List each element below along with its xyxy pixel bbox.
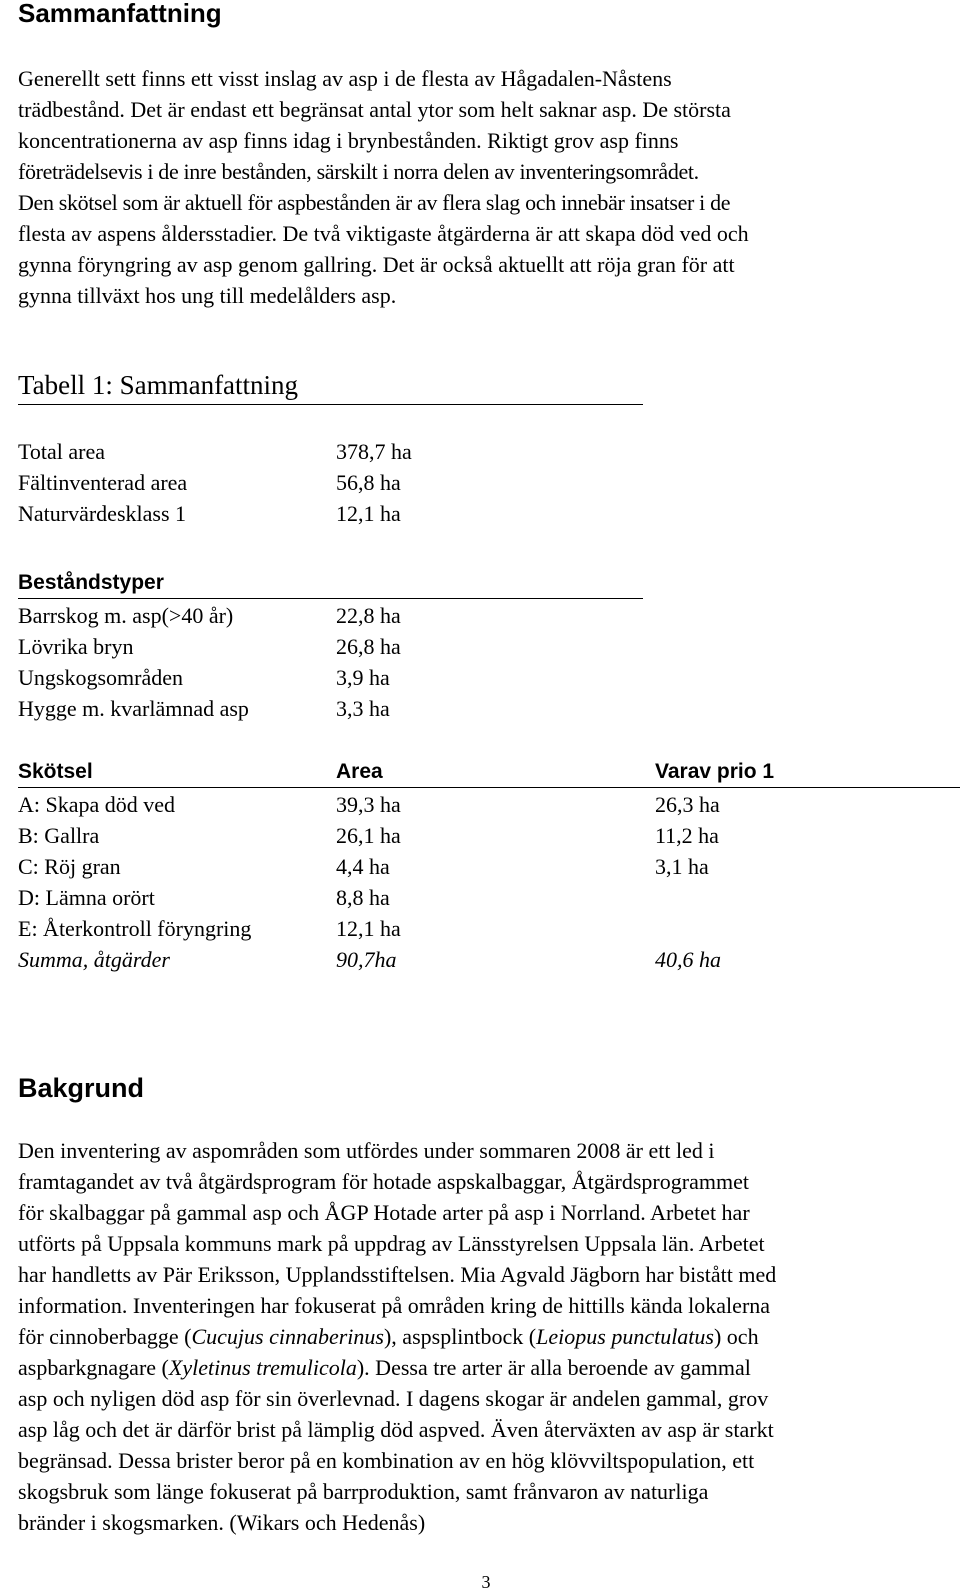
text-run: ), aspsplintbock (	[383, 1324, 537, 1349]
summary-line: gynna föryngring av asp genom gallring. Det är också aktuellt att röja gran för att	[18, 252, 735, 277]
page-number: 3	[481, 1572, 491, 1592]
management-area: 8,8 ha	[336, 885, 390, 910]
section-heading-summary: Sammanfattning	[18, 0, 222, 28]
management-area: 12,1 ha	[336, 916, 401, 941]
total-label: Summa, åtgärder	[18, 947, 170, 972]
overview-value: 12,1 ha	[336, 501, 401, 526]
overview-label: Fältinventerad area	[18, 470, 188, 495]
section-heading-background: Bakgrund	[18, 1073, 145, 1103]
management-header-area: Area	[336, 760, 383, 783]
summary-line: Generellt sett finns ett visst inslag av asp i de flesta av Hågadalen-Nåstens	[18, 66, 672, 91]
overview-label: Naturvärdesklass 1	[18, 501, 187, 526]
overview-label: Total area	[18, 439, 106, 464]
species-name: Cucujus cinnaberinus	[191, 1324, 384, 1349]
management-header-action: Skötsel	[18, 760, 93, 783]
background-line	[18, 1321, 948, 1352]
management-action: C: Röj gran	[18, 854, 121, 879]
overview-value: 378,7 ha	[336, 439, 412, 464]
management-area: 26,1 ha	[336, 823, 401, 848]
background-line: bränder i skogsmarken. (Wikars och Hedenås)	[18, 1510, 426, 1535]
management-action: E: Återkontroll föryngring	[18, 916, 252, 941]
management-prio: 11,2 ha	[655, 823, 719, 848]
management-action: D: Lämna orört	[18, 885, 155, 910]
background-line: skogsbruk som länge fokuserat på barrproduktion, samt frånvaron av naturliga	[18, 1479, 709, 1504]
table-title-rule	[18, 404, 643, 405]
text-run: för cinnoberbagge (	[18, 1324, 192, 1349]
background-line	[18, 1352, 948, 1383]
background-line: Den inventering av aspområden som utfördes under sommaren 2008 är ett led i	[18, 1138, 715, 1163]
background-line: asp och nyligen död asp för sin överlevnad. I dagens skogar är andelen gammal, grov	[18, 1386, 769, 1411]
background-line: har handletts av Pär Eriksson, Upplandsstiftelsen. Mia Agvald Jägborn har bistått med	[18, 1262, 777, 1287]
summary-line: Den skötsel som är aktuell för aspbestånden är av flera slag och innebär insatser i de	[18, 190, 731, 215]
management-area: 39,3 ha	[336, 792, 401, 817]
management-prio: 26,3 ha	[655, 792, 720, 817]
stand-type-value: 3,9 ha	[336, 665, 390, 690]
stand-type-label: Lövrika bryn	[18, 634, 134, 659]
table-title: Tabell 1: Sammanfattning	[18, 370, 299, 400]
background-line: asp låg och det är därför brist på lämplig död aspved. Även återväxten av asp är starkt	[18, 1417, 774, 1442]
stand-type-value: 26,8 ha	[336, 634, 401, 659]
management-action: A: Skapa död ved	[18, 792, 176, 817]
management-header-rule	[18, 787, 960, 788]
summary-line: flesta av aspens åldersstadier. De två viktigaste åtgärderna är att skapa död ved och	[18, 221, 749, 246]
total-prio: 40,6 ha	[655, 947, 721, 972]
total-area: 90,7ha	[336, 947, 397, 972]
species-name: Xyletinus tremulicola	[168, 1355, 357, 1380]
summary-line: trädbestånd. Det är endast ett begränsat antal ytor som helt saknar asp. De största	[18, 97, 731, 122]
species-name: Leiopus punctulatus	[536, 1324, 714, 1349]
summary-line: gynna tillväxt hos ung till medelålders asp.	[18, 283, 397, 308]
text-run: ). Dessa tre arter är alla beroende av gammal	[356, 1355, 751, 1380]
stand-type-label: Barrskog m. asp(>40 år)	[18, 603, 234, 628]
stand-type-label: Hygge m. kvarlämnad asp	[18, 696, 249, 721]
stand-types-rule	[18, 598, 643, 599]
background-line: begränsad. Dessa brister beror på en kombination av en hög klövviltspopulation, ett	[18, 1448, 755, 1473]
stand-type-value: 22,8 ha	[336, 603, 401, 628]
background-line: framtagandet av två åtgärdsprogram för hotade aspskalbaggar, Åtgärdsprogrammet	[18, 1169, 749, 1194]
background-line: information. Inventeringen har fokuserat på områden kring de hittills kända lokalerna	[18, 1293, 771, 1318]
management-header-prio: Varav prio 1	[655, 760, 775, 783]
management-prio: 3,1 ha	[655, 854, 709, 879]
summary-line: koncentrationerna av asp finns idag i brynbestånden. Riktigt grov asp finns	[18, 128, 679, 153]
background-paragraph	[18, 1135, 948, 1538]
summary-paragraph	[18, 63, 948, 311]
overview-value: 56,8 ha	[336, 470, 401, 495]
management-action: B: Gallra	[18, 823, 100, 848]
text-run: ) och	[713, 1324, 759, 1349]
stand-types-heading: Beståndstyper	[18, 571, 164, 594]
text-run: aspbarkgnagare (	[18, 1355, 169, 1380]
background-line: för skalbaggar på gammal asp och ÅGP Hotade arter på asp i Norrland. Arbetet har	[18, 1200, 750, 1225]
summary-line: företrädelsevis i de inre bestånden, särskilt i norra delen av inventeringsområdet.	[18, 159, 699, 184]
background-line: utförts på Uppsala kommuns mark på uppdrag av Länsstyrelsen Uppsala län. Arbetet	[18, 1231, 765, 1256]
management-area: 4,4 ha	[336, 854, 390, 879]
stand-type-value: 3,3 ha	[336, 696, 390, 721]
stand-type-label: Ungskogsområden	[18, 665, 183, 690]
